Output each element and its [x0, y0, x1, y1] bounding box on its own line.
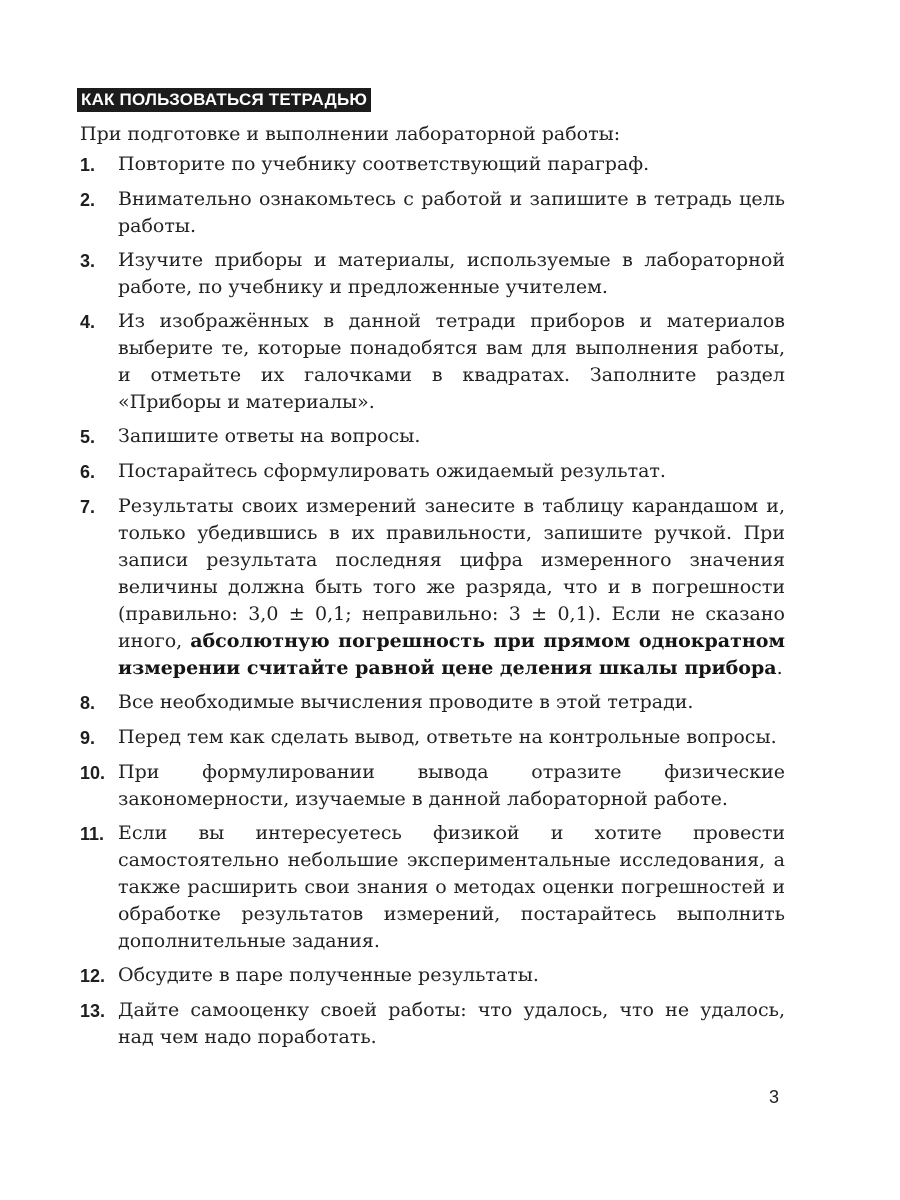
section-heading: КАК ПОЛЬЗОВАТЬСЯ ТЕТРАДЬЮ — [77, 88, 371, 112]
item-text: Повторите по учебнику соответствующий параграф. — [118, 153, 650, 175]
page-content — [80, 88, 785, 1058]
list-item — [80, 689, 785, 717]
item-text: Из изображённых в данной тетради приборов и материалов выберите те, которые понадобятся вам для выполнения работы, и отметьте их галочками в квадратах. Заполните раздел «Приборы и материалы». — [118, 310, 785, 413]
item-number: 7. — [80, 497, 96, 517]
list-item — [80, 962, 785, 990]
instruction-list — [80, 151, 785, 1051]
item-number: 11. — [80, 824, 105, 844]
item-number: 5. — [80, 427, 96, 447]
item-number: 9. — [80, 728, 96, 748]
item-number: 13. — [80, 1001, 106, 1021]
page-number: 3 — [769, 1087, 780, 1107]
item-text: Обсудите в паре полученные результаты. — [118, 964, 539, 986]
item-number: 8. — [80, 693, 96, 713]
item-text: Внимательно ознакомьтесь с работой и запишите в тетрадь цель работы. — [118, 188, 785, 237]
item-text-plain: Результаты своих измерений занесите в таблицу карандашом и, только убедившись в их правильности, запишите ручкой. При записи результата последняя цифра измеренного значения величины должна быть того же разряда, что и в погрешности (правильно: 3,0 ± 0,1; неправильно: 3 ± 0,1). Если не сказано иного, — [118, 495, 785, 652]
list-item — [80, 997, 785, 1051]
item-number: 1. — [80, 155, 96, 175]
item-text: При формулировании вывода отразите физические закономерности, изучаемые в данной лабораторной работе. — [118, 761, 785, 810]
intro-text: При подготовке и выполнении лабораторной работы: — [80, 123, 621, 145]
item-text: Перед тем как сделать вывод, ответьте на контрольные вопросы. — [118, 726, 777, 748]
item-text: Постарайтесь сформулировать ожидаемый результат. — [118, 460, 666, 482]
item-number: 6. — [80, 462, 96, 482]
item-text: Изучите приборы и материалы, используемые в лабораторной работе, по учебнику и предложенные учителем. — [118, 249, 785, 298]
item-text: Дайте самооценку своей работы: что удалось, что не удалось, над чем надо поработать. — [118, 999, 785, 1048]
item-number: 12. — [80, 966, 106, 986]
item-text — [118, 493, 785, 682]
list-item — [80, 423, 785, 451]
item-text-emphasis: абсолютную погрешность при прямом однократном измерении считайте равной цене деления шкалы прибора — [118, 630, 785, 679]
item-number: 4. — [80, 312, 96, 332]
item-number: 10. — [80, 763, 106, 783]
list-item — [80, 759, 785, 813]
item-text: Если вы интересуетесь физикой и хотите провести самостоятельно небольшие экспериментальные исследования, а также расширить свои знания о методах оценки погрешностей и обработке результатов измерений, постарайтесь выполнить дополнительные задания. — [118, 822, 785, 952]
list-item — [80, 820, 785, 955]
item-text: Запишите ответы на вопросы. — [118, 425, 421, 447]
list-item — [80, 308, 785, 416]
list-item — [80, 458, 785, 486]
list-item — [80, 724, 785, 752]
list-item — [80, 247, 785, 301]
list-item — [80, 493, 785, 682]
item-number: 2. — [80, 190, 96, 210]
list-item — [80, 151, 785, 179]
item-text-end: . — [776, 657, 783, 679]
list-item — [80, 186, 785, 240]
item-number: 3. — [80, 251, 96, 271]
item-text: Все необходимые вычисления проводите в этой тетради. — [118, 691, 694, 713]
